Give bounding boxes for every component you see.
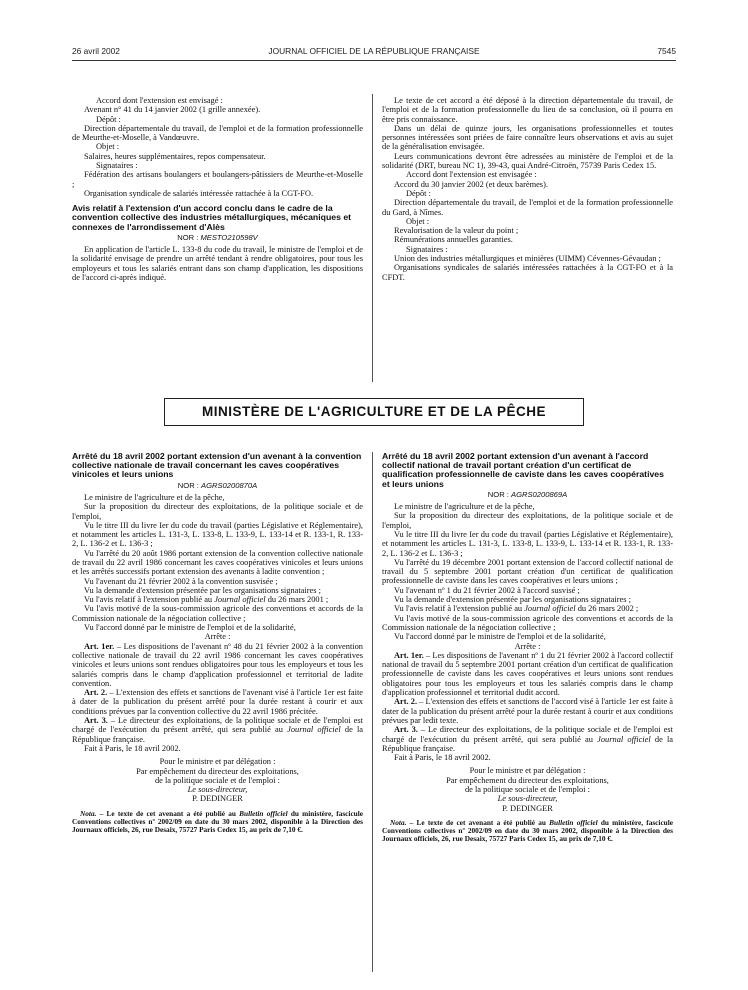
right-avis-jo: Journal officiel [524, 604, 576, 614]
right-intro-line: Vu la demande d'extension présentée par les organisations signataires ; [394, 595, 631, 605]
left-intro [72, 493, 363, 595]
top-right-line: Organisations syndicales de salariés intéressées rattachées à la CGT-FO et à la CFDT. [382, 263, 673, 282]
top-left-line: Objet : [96, 142, 120, 152]
left-fait: Fait à Paris, le 18 avril 2002. [84, 743, 181, 753]
header-journal-title: JOURNAL OFFICIEL DE LA RÉPUBLIQUE FRANÇAISE [268, 46, 480, 56]
left-intro-line: Vu la demande d'extension présentée par les organisations signataires ; [84, 585, 321, 595]
left-note-bo: Bulletin officiel [239, 808, 288, 818]
left-intro2 [72, 604, 363, 632]
right-arrete-label: Arrête : [514, 641, 541, 651]
header-rule [72, 60, 676, 61]
left-sig-line3: de la politique sociale et de l'emploi : [154, 775, 280, 785]
left-note-pre: – Le texte de cet avenant a été publié au [99, 808, 236, 818]
top-right-line: Leurs communications devront être adressées au ministère de l'emploi et de la solidarité (DRT, bureau NC 1), 39-43, quai André-Citroën, 75739 Paris Cedex 15. [382, 151, 673, 171]
left-sig-line1: Pour le ministre et par délégation : [159, 757, 276, 767]
right-art1 [382, 651, 673, 697]
right-note-label: Nota. [390, 817, 407, 827]
right-intro2-line: Vu l'accord donné par le ministre de l'emploi et de la solidarité, [394, 632, 606, 642]
left-arrete-nor [72, 481, 363, 490]
top-right-line: Direction départementale du travail, de l'emploi et de la formation professionnelle du Gard, à Nîmes. [382, 198, 673, 217]
top-right-line: Union des industries métallurgiques et minières (UIMM) Cévennes-Gévaudan ; [394, 254, 661, 264]
left-art2 [72, 688, 363, 716]
left-art3-post: de la République française. [72, 725, 364, 744]
right-intro-line: Vu l'arrêté du 19 décembre 2001 portant extension de l'accord collectif national de travail du 5 septembre 2001 portant création d'un certificat de qualification professionnelle de caviste dans les caves coopératives et leurs unions ; [382, 557, 673, 586]
left-arrete [72, 452, 363, 834]
right-avis-post: du 26 mars 2002 ; [577, 604, 639, 614]
top-right-line: Le texte de cet accord a été déposé à la direction départementale du travail, de l'emploi et de la formation professionnelle du lieu de sa conclusion, où il pourra en être pris connaissance. [382, 96, 673, 124]
avis-title: Avis relatif à l'extension d'un accord conclu dans le cadre de la convention collective des industries métallurgiques, mécaniques et connexes de l'arrondissement d'Alès [72, 203, 352, 232]
left-art1-text: – Les dispositions de l'avenant nº 48 du 21 février 2002 à la convention collective nationale de travail du 22 avril 1986 concernant les caves coopératives vinicoles et leurs unions sont rendues obligatoires pour tous les employeurs et tous les salariés compris dans le champ d'application professionnel et territorial de ladite convention. [72, 641, 363, 688]
top-right-line: Dans un délai de quinze jours, les organisations professionnelles et toutes personnes intéressées sont priées de faire connaître leurs observations et avis au sujet de la généralisation envisagée. [382, 123, 673, 152]
top-right-line: Rémunérations annuelles garanties. [394, 235, 513, 245]
right-art1-text: – Les dispositions de l'avenant nº 1 du 21 février 2002 à l'accord collectif national de travail du 5 septembre 2001 portant création d'un certificat de qualification professionnelle de caviste dans les caves coopératives et leurs unions sont rendues obligatoires pour tous les employeurs et tous les salariés compris dans le champ d'application professionnel et territorial dudit accord. [382, 650, 673, 698]
top-right-line: Signataires : [406, 244, 448, 254]
left-avis-jo: Journal officiel [214, 595, 266, 605]
top-right-line: Accord du 30 janvier 2002 (et deux barèmes). [394, 179, 548, 189]
right-arrete [382, 452, 673, 844]
right-nor-code: AGRS0200869A [511, 489, 568, 499]
left-arrete-label: Arrête : [204, 632, 231, 642]
left-avis-post: du 26 mars 2001 ; [267, 595, 329, 605]
right-intro-line: Le ministre de l'agriculture et de la pêche, [394, 502, 535, 512]
left-signature [72, 757, 363, 803]
left-art1 [72, 642, 363, 688]
left-intro2-line: Vu l'avis motivé de la sous-commission agricole des conventions et accords de la Commission nationale de la négociation collective ; [72, 604, 363, 623]
right-art3 [382, 725, 673, 753]
left-intro-line: Sur la proposition du directeur des exploitations, de la politique sociale et de l'emploi, [72, 502, 363, 521]
right-art2-label: Art. 2. [394, 697, 418, 707]
right-intro-line: Vu le titre III du livre Ier du code du travail (parties Législative et Réglementaire), et notamment les articles L. 131-3, L. 133-8, L. 133-9, L. 133-14 et R. 133-1, R. 133-2, L. 136-2 et L. 136-3 ; [382, 530, 673, 558]
avis-nor-code: MESTO210598V [200, 232, 258, 242]
left-note-label: Nota. [80, 808, 97, 818]
top-left-line: Accord dont l'extension est envisagé : [96, 96, 223, 105]
avis-nor [72, 233, 363, 242]
right-art2 [382, 697, 673, 725]
top-right-line: Objet : [406, 216, 430, 226]
top-right-line: Revalorisation de la valeur du point ; [394, 226, 519, 236]
top-left-line: Organisation syndicale de salariés intéressée rattachée à la CGT-FO. [84, 188, 314, 198]
right-intro-line: Sur la proposition du directeur des exploitations, de la politique sociale et de l'emploi, [382, 511, 673, 530]
right-note-pre: – Le texte de cet avenant a été publié au [409, 817, 546, 827]
left-sig-line2: Par empêchement du directeur des exploitations, [136, 766, 299, 776]
right-arrete-title: Arrêté du 18 avril 2002 portant extension d'un avenant à l'accord collectif national de travail portant création d'un certificat de qualification professionnelle de caviste dans les caves coopératives et leurs unions [382, 451, 664, 489]
top-left-line: Avenant n° 41 du 14 janvier 2002 (1 grille annexée). [84, 105, 261, 115]
right-art3-jo: Journal officiel [597, 734, 651, 744]
right-signature [382, 766, 673, 812]
top-right-column [382, 96, 673, 282]
left-art2-text: – L'extension des effets et sanctions de l'avenant visé à l'article 1er est faite à dater de la publication du présent arrêté pour la durée restant à courir et aux conditions prévues par la convention collective du 22 avril 1986 précitée. [72, 688, 364, 716]
right-sig-name: P. DEDINGER [502, 803, 553, 813]
left-sig-line4: Le sous-directeur, [187, 785, 248, 795]
right-intro2-line: Vu l'avis motivé de la sous-commission agricole des conventions et accords de la Commission nationale de la négociation collective ; [382, 613, 673, 632]
left-art3-label: Art. 3. [84, 716, 108, 726]
top-right-line: Dépôt : [406, 188, 431, 198]
right-intro [382, 502, 673, 604]
left-arrete-title: Arrêté du 18 avril 2002 portant extension d'un avenant à la convention collective nationale de travail concernant les caves coopératives vinicoles et leurs unions [72, 451, 362, 480]
left-intro2-line: Vu l'accord donné par le ministre de l'emploi et de la solidarité, [84, 623, 296, 633]
avis-nor-label: NOR : [177, 232, 199, 242]
right-art3-label: Art. 3. [394, 725, 418, 735]
top-left-line: Fédération des artisans boulangers et boulangers-pâtissiers de Meurthe-et-Moselle ; [72, 170, 363, 189]
left-avis [72, 595, 363, 604]
right-note-bo: Bulletin officiel [549, 817, 598, 827]
left-intro-line: Vu l'arrêté du 20 août 1986 portant extension de la convention collective nationale de travail du 22 avril 1986 concernant les caves coopératives vinicoles et leurs unions et les arrêtés successifs portant extension des avenants à ladite convention ; [72, 548, 363, 577]
column-divider-top [372, 94, 373, 382]
left-note-post: du ministère, fascicule Conventions collectives nº 2002/09 en date du 30 mars 2002, disponible à la Direction des Journaux officiels, 26, rue Desaix, 75727 Paris Cedex 15, au prix de 7,10 €. [72, 808, 364, 835]
top-left-line: Signataires : [96, 161, 138, 171]
column-divider-bottom [372, 452, 373, 972]
right-art2-text: – L'extension des effets et sanctions de l'accord visé à l'article 1er est faite à dater de la publication du présent arrêté pour la durée restant à courir et aux conditions prévues par ledit texte. [382, 697, 673, 725]
left-art3 [72, 716, 363, 744]
right-arrete-nor [382, 490, 673, 499]
right-intro-line: Vu l'avenant nº 1 du 21 février 2002 à l'accord susvisé ; [394, 585, 580, 595]
left-intro-line: Vu l'avenant du 21 février 2002 à la convention susvisée ; [84, 576, 278, 586]
right-note-post: du ministère, fascicule Conventions collectives nº 2002/09 en date du 30 mars 2002, disponible à la Direction des Journaux officiels, 26, rue Desaix, 75727 Paris Cedex 15, au prix de 7,10 €. [382, 817, 674, 844]
right-note [382, 819, 673, 844]
right-avis-pre: Vu l'avis relatif à l'extension publié au [394, 604, 523, 614]
avis-body: En application de l'article L. 133-8 du code du travail, le ministre de l'emploi et de la solidarité envisage de prendre un arrêté tendant à rendre obligatoires, pour tous les employeurs et tous les salariés entrant dans son champ d'application, les dispositions de l'accord ci-après indiqué. [72, 245, 363, 283]
right-intro2 [382, 614, 673, 642]
left-intro-line: Le ministre de l'agriculture et de la pêche, [84, 492, 225, 502]
top-left-lines [72, 96, 363, 198]
right-avis [382, 604, 673, 613]
right-nor-label: NOR : [487, 489, 509, 499]
right-art3-pre: – Le directeur des exploitations, de la politique sociale et de l'emploi est chargé de l'exécution du présent arrêté, qui sera publié au [382, 725, 673, 744]
header-page-number: 7545 [657, 46, 676, 56]
right-art3-post: de la République française. [382, 734, 674, 753]
left-sig-name: P. DEDINGER [192, 794, 243, 804]
ministry-banner: MINISTÈRE DE L'AGRICULTURE ET DE LA PÊCHE [164, 398, 584, 426]
header-date: 26 avril 2002 [72, 46, 120, 56]
left-art2-label: Art. 2. [84, 688, 108, 698]
left-nor-code: AGRS0200870A [201, 480, 258, 490]
top-right-lines [382, 96, 673, 282]
right-sig-line3: de la politique sociale et de l'emploi : [464, 785, 590, 795]
right-sig-line4: Le sous-directeur, [497, 794, 558, 804]
left-intro-line: Vu le titre III du livre Ier du code du travail (parties Législative et Réglementaire), et notamment les articles L. 131-3, L. 133-8, L. 133-9, L. 133-14 et R. 133-1, R. 133-2, L. 136-2 et L. 136-3 ; [72, 520, 363, 549]
left-art3-pre: – Le directeur des exploitations, de la politique sociale et de l'emploi est chargé de l'exécution du présent arrêté, qui sera publié au [72, 716, 363, 735]
top-left-column [72, 96, 363, 282]
right-sig-line2: Par empêchement du directeur des exploitations, [446, 775, 609, 785]
left-avis-pre: Vu l'avis relatif à l'extension publié au [84, 595, 213, 605]
right-fait: Fait à Paris, le 18 avril 2002. [394, 753, 491, 763]
left-art1-label: Art. 1er. [84, 641, 115, 651]
right-art1-label: Art. 1er. [394, 650, 424, 660]
top-left-line: Salaires, heures supplémentaires, repos compensateur. [84, 151, 266, 161]
top-left-line: Dépôt : [96, 114, 121, 124]
right-sig-line1: Pour le ministre et par délégation : [469, 766, 586, 776]
top-right-line: Accord dont l'extension est envisagée : [406, 170, 537, 180]
left-art3-jo: Journal officiel [287, 725, 341, 735]
left-nor-label: NOR : [177, 480, 199, 490]
top-left-line: Direction départementale du travail, de l'emploi et de la formation professionnelle de Meurthe-et-Moselle, à Vandœuvre. [72, 123, 363, 143]
left-note [72, 810, 363, 835]
